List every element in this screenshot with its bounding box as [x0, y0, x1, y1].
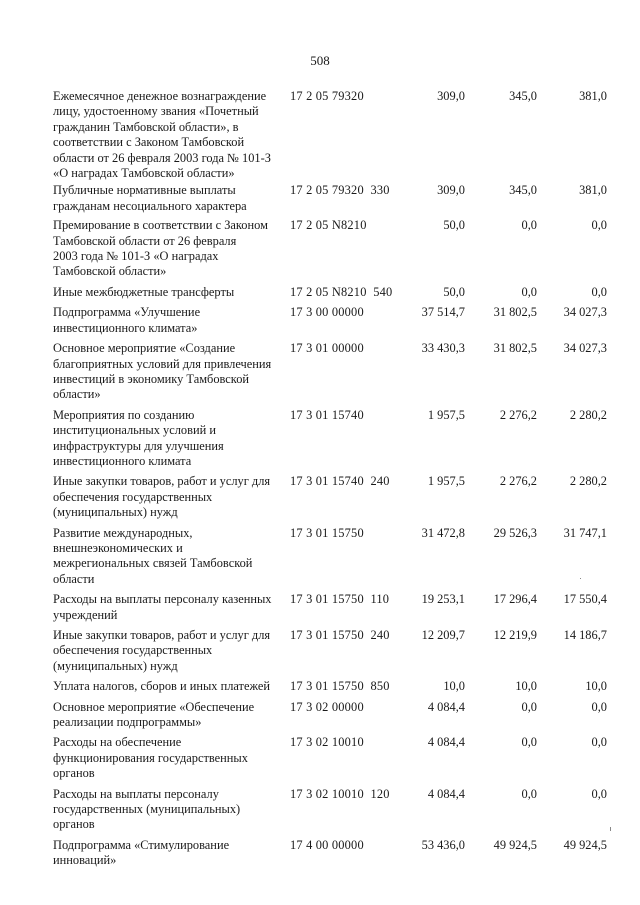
row-value-1: 4 084,4 — [427, 699, 465, 714]
row-value-1: 12 209,7 — [421, 628, 465, 642]
row-value-3: 17 550,4 — [563, 592, 607, 607]
row-value-2: 12 219,9 — [493, 628, 537, 642]
table-row — [0, 735, 640, 781]
row-name: Подпрограмма «Улучшение инвестиционного климата» — [53, 305, 201, 335]
row-value-2: 0,0 — [521, 735, 537, 750]
table-row — [0, 526, 640, 588]
row-code: 17 4 00 00000 — [290, 837, 364, 852]
row-value-1: 33 430,3 — [421, 341, 465, 356]
row-value-1: 1 957,5 — [427, 474, 465, 489]
row-code: 17 2 05 79320 330 — [290, 183, 390, 198]
row-value-1: 309,0 — [437, 183, 465, 198]
row-value-3: 34 027,3 — [563, 305, 607, 320]
row-value-3: 10,0 — [585, 679, 607, 694]
row-value-2: 0,0 — [521, 786, 537, 801]
row-value-3: 0,0 — [591, 284, 607, 299]
row-name: Подпрограмма «Стимулирование инноваций» — [53, 837, 230, 868]
row-value-1: 4 084,4 — [427, 735, 465, 750]
row-name: Ежемесячное денежное вознаграждение лицу, удостоенному звания «Почетный гражданин Тамбовской области», в соответствии с Законом Тамбовской области от 26 февраля 2003 года № 101-З «О наградах Тамбовской области» — [53, 89, 271, 181]
row-code: 17 3 01 15750 — [290, 525, 364, 540]
row-name: Мероприятия по созданию институциональных условий и инфраструктуры для улучшения инвестиционного климата — [53, 407, 224, 468]
row-value-2: 31 802,5 — [493, 341, 537, 356]
row-value-1: 10,0 — [443, 679, 465, 694]
row-value-2: 345,0 — [509, 89, 537, 103]
row-value-2: 2 276,2 — [499, 407, 537, 422]
row-value-1: 37 514,7 — [421, 305, 465, 320]
row-value-2: 17 296,4 — [493, 592, 537, 607]
table-row — [0, 89, 640, 181]
row-value-2: 2 276,2 — [499, 474, 537, 489]
row-value-2: 49 924,5 — [493, 837, 537, 852]
row-code: 17 3 01 15740 — [290, 407, 364, 422]
row-value-2: 29 526,3 — [493, 525, 537, 540]
row-name: Иные межбюджетные трансферты — [53, 284, 235, 299]
table-row — [0, 679, 640, 694]
row-value-3: 2 280,2 — [569, 407, 607, 422]
row-name: Премирование в соответствии с Законом Тамбовской области от 26 февраля 2003 года № 101-З «О наградах Тамбовской области» — [53, 218, 268, 279]
row-name: Расходы на выплаты персоналу государственных (муниципальных) органов — [53, 786, 241, 832]
row-name: Основное мероприятие «Создание благоприятных условий для привлечения инвестиций в экономику Тамбовской области» — [53, 341, 272, 402]
row-value-3: 14 186,7 — [563, 628, 607, 642]
table-row — [0, 183, 640, 214]
row-code: 17 3 01 15740 240 — [290, 474, 390, 489]
row-value-1: 50,0 — [443, 218, 465, 233]
row-value-3: 381,0 — [579, 183, 607, 198]
row-value-2: 0,0 — [521, 284, 537, 299]
row-value-2: 0,0 — [521, 699, 537, 714]
row-value-3: 0,0 — [591, 218, 607, 233]
budget-table — [0, 89, 640, 869]
row-code: 17 3 02 10010 — [290, 735, 364, 750]
row-code: 17 2 05 79320 — [290, 89, 364, 103]
row-name: Расходы на обеспечение функционирования государственных органов — [53, 735, 248, 781]
row-code: 17 2 05 N8210 540 — [290, 284, 393, 299]
table-row — [0, 285, 640, 300]
row-code: 17 3 01 15750 110 — [290, 592, 390, 607]
table-row — [0, 787, 640, 833]
row-value-3: 2 280,2 — [569, 474, 607, 489]
row-value-1: 31 472,8 — [421, 525, 465, 540]
row-name: Расходы на выплаты персоналу казенных учреждений — [53, 592, 272, 622]
row-name: Развитие международных, внешнеэкономических и межрегиональных связей Тамбовской области — [53, 525, 253, 586]
row-name: Публичные нормативные выплаты гражданам несоциального характера — [53, 183, 247, 213]
row-value-2: 10,0 — [515, 679, 537, 694]
row-value-1: 50,0 — [443, 284, 465, 299]
scan-speck — [610, 827, 611, 831]
table-row — [0, 838, 640, 869]
row-code: 17 3 00 00000 — [290, 305, 364, 320]
row-value-2: 31 802,5 — [493, 305, 537, 320]
row-code: 17 3 01 15750 240 — [290, 628, 390, 642]
table-row — [0, 408, 640, 470]
row-code: 17 2 05 N8210 — [290, 218, 367, 233]
table-row — [0, 305, 640, 336]
scan-speck — [580, 578, 581, 579]
table-row — [0, 341, 640, 403]
row-value-3: 0,0 — [591, 735, 607, 750]
row-value-3: 34 027,3 — [563, 341, 607, 356]
row-name: Иные закупки товаров, работ и услуг для обеспечения государственных (муниципальных) нужд — [53, 628, 271, 673]
table-row — [0, 592, 640, 623]
row-value-3: 0,0 — [591, 699, 607, 714]
row-code: 17 3 01 00000 — [290, 341, 364, 356]
row-value-3: 381,0 — [579, 89, 607, 103]
row-code: 17 3 02 10010 120 — [290, 786, 390, 801]
row-value-1: 4 084,4 — [427, 786, 465, 801]
page-number: 508 — [310, 53, 330, 68]
table-row — [0, 700, 640, 731]
row-value-1: 53 436,0 — [421, 837, 465, 852]
row-value-1: 19 253,1 — [421, 592, 465, 607]
table-row — [0, 218, 640, 280]
table-row — [0, 628, 640, 674]
row-value-3: 49 924,5 — [563, 837, 607, 852]
row-value-2: 345,0 — [509, 183, 537, 198]
row-value-3: 0,0 — [591, 786, 607, 801]
row-value-1: 1 957,5 — [427, 407, 465, 422]
row-name: Уплата налогов, сборов и иных платежей — [53, 679, 271, 694]
row-code: 17 3 02 00000 — [290, 699, 364, 714]
row-value-1: 309,0 — [437, 89, 465, 103]
row-name: Иные закупки товаров, работ и услуг для обеспечения государственных (муниципальных) нужд — [53, 474, 271, 520]
table-row — [0, 474, 640, 520]
row-name: Основное мероприятие «Обеспечение реализации подпрограммы» — [53, 699, 255, 730]
row-code: 17 3 01 15750 850 — [290, 679, 390, 694]
row-value-2: 0,0 — [521, 218, 537, 233]
row-value-3: 31 747,1 — [563, 525, 607, 540]
